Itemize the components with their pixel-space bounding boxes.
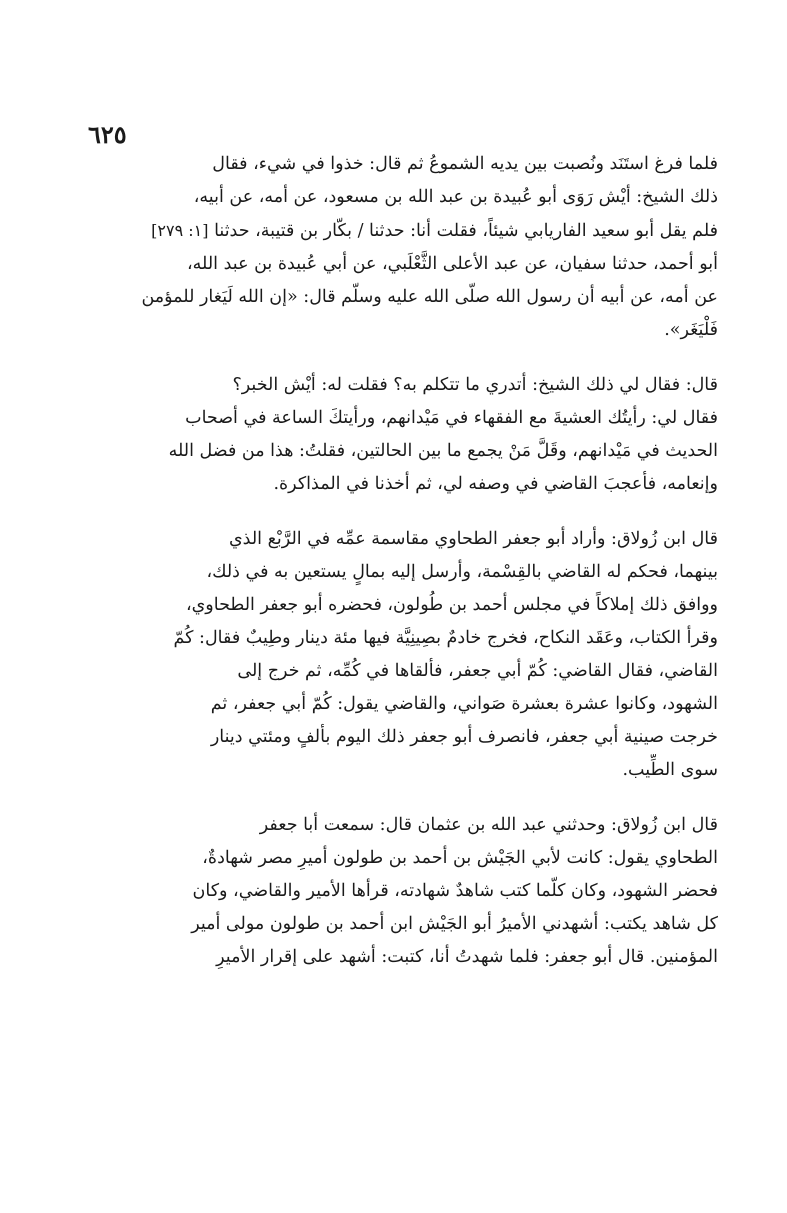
text-line: فَلْيَغَر».	[664, 320, 718, 340]
text-line: المؤمنين. قال أبو جعفر: فلما شهدتُ أنا، كتبت: أشهد على إقرار الأميرِ	[216, 947, 718, 967]
body-text	[96, 148, 718, 974]
paragraph-4	[96, 809, 718, 974]
text-line: عن أمه، عن أبيه أن رسول الله صلّى الله عليه وسلّم قال: «إن الله لَيَغار للمؤمن	[141, 287, 718, 307]
paragraph-3	[96, 523, 718, 787]
text-line: قال: فقال لي ذلك الشيخ: أتدري ما تتكلم به؟ فقلت له: أيْش الخبر؟	[232, 375, 718, 395]
text-line: الطحاوي يقول: كانت لأبي الجَيْش بن أحمد بن طولون أميرِ مصر شهادةٌ،	[202, 848, 718, 868]
text-line	[96, 214, 718, 248]
text-line: وإنعامه، فأعجبَ القاضي في وصفه لي، ثم أخذنا في المذاكرة.	[273, 474, 718, 494]
text-line: الحديث في مَيْدانهم، وقَلَّ مَنْ يجمع ما بين الحالتين، فقلتُ: هذا من فضل الله	[168, 441, 718, 461]
text-line: الشهود، وكانوا عشرة بعشرة صَواني، والقاضي يقول: كُمّ أبي جعفر، ثم	[210, 694, 718, 714]
text-line: فحضر الشهود، وكان كلّما كتب شاهدٌ شهادته، قرأها الأمير والقاضي، وكان	[192, 881, 718, 901]
text-line: كل شاهد يكتب: أشهدني الأميرُ أبو الجَيْش ابن أحمد بن طولون مولى أمير	[191, 914, 718, 934]
text-line: ووافق ذلك إملاكاً في مجلس أحمد بن طُولون، فحضره أبو جعفر الطحاوي،	[185, 595, 718, 615]
text-line: قال ابن زُولاق: وحدثني عبد الله بن عثمان قال: سمعت أبا جعفر	[259, 815, 718, 835]
text-line: سوى الطِّيب.	[622, 760, 718, 780]
text-line: فقال لي: رأيتُك العشيةَ مع الفقهاء في مَيْدانهم، ورأيتكَ الساعة في أصحاب	[185, 408, 718, 428]
text-line: ذلك الشيخ: أيْش رَوَى أبو عُبيدة بن عبد الله بن مسعود، عن أمه، عن أبيه،	[193, 187, 718, 207]
paragraph-2	[96, 369, 718, 501]
text-line: أبو أحمد، حدثنا سفيان، عن عبد الأعلى الثَّعْلَبي، عن أبي عُبيدة بن عبد الله،	[187, 254, 718, 274]
page-number: ٦٢٥	[88, 120, 127, 149]
text-line: القاضي، فقال القاضي: كُمّ أبي جعفر، فألقاها في كُمِّه، ثم خرج إلى	[237, 661, 718, 681]
paragraph-1	[96, 148, 718, 347]
text-line-content: فلم يقل أبو سعيد الفاريابي شيئاً، فقلت أنا: حدثنا / بكّار بن قتيبة، حدثنا	[214, 221, 718, 241]
text-line: قال ابن زُولاق: وأراد أبو جعفر الطحاوي مقاسمة عمِّه في الرَّبْع الذي	[228, 529, 718, 549]
text-line: فلما فرغ استَنَد ونُصبت بين يديه الشموعُ ثم قال: خذوا في شيء، فقال	[212, 154, 718, 174]
text-line: بينهما، فحكم له القاضي بالقِسْمة، وأرسل إليه بمالٍ يستعين به في ذلك،	[206, 562, 718, 582]
text-line: خرجت صينية أبي جعفر، فانصرف أبو جعفر ذلك اليوم بألفٍ ومئتي دينار	[210, 727, 718, 747]
reference-mark: [١: ٢٧٩]	[151, 221, 209, 240]
text-line: وقرأ الكتاب، وعَقَد النكاح، فخرج خادمٌ بصِينِيَّة فيها مئة دينار وطِيبٌ فقال: كُمّ	[173, 628, 718, 648]
